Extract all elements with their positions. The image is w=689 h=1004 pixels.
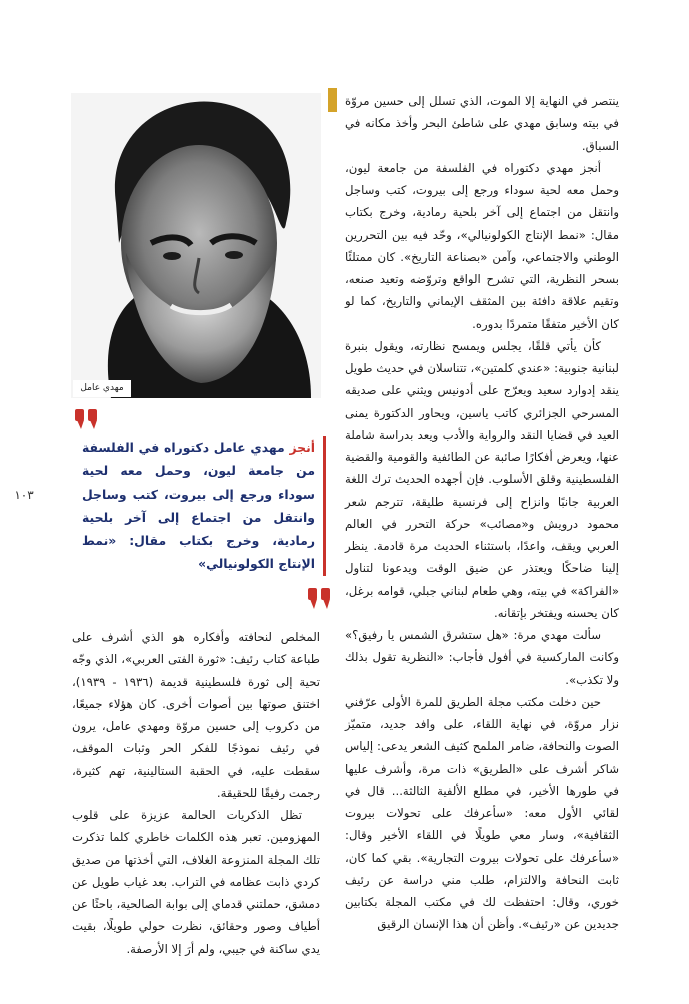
page-number: ١٠٣ <box>14 488 34 502</box>
paragraph: حين دخلت مكتب مجلة الطريق للمرة الأولى عرّفني نزار مروّة، في نهاية اللقاء، على وافد جديد، متميّز الصوت والنحافة، ضامر الملمح كثيف الشعر يدعى: إلياس شاكر أشرف على «الطريق» ذات مرة، وأشرف عليها في طورها الأخير، في مطلع الألفية الثالثة... قال في لقائي الأول معه: «سأعرفك على تحولات بيروت الثقافية»، وسار معي طويلًا في اللقاء الأخير وقال: «سأعرفك على تحولات بيروت التجارية». بقي كما كان، ثابت النحافة والالتزام، طلب مني دراسة عن رئيف خوري، وقال: احتفظت لك في مكتب المجلة بكتابين جديدين عن «رئيف». وأظن أن هذا الإنسان الرقيق <box>345 694 619 932</box>
paragraph: كأن يأتي قلقًا، يجلس ويمسح نظارته، ويقول بنبرة لبنانية جنوبية: «عندي كلمتين»، تتناسلان في حديث طويل ينقد إدوارد سعيد ويعرّج على أدونيس ويثني على صديقه المسرحي الجزائري كاتب ياسين، ويحاور الدكتورة يمنى العيد في قضايا النقد والرواية والأدب ويعد بدراسة شاملة عنها، ويعرض أفكارًا صائبة عن الطائفية والقومية والقضية الفلسطينية وقلق الأسلوب. فإن أجهده الحديث ترك اللغة العربية جانبًا وانزاح إلى فرنسية طليقة، تترجم شعر محمود درويش و«مصائب» حركة التحرر في العالم العربي ويقف، واعدًا، باستثناء الحديث مرة قادمة. ينظر إلينا ضاحكًا ويعتذر عن ضيق الوقت ويدعونا لتناول «الفراكة» في بيته، وهي طعام لبناني جبلي، قوامه برغل، كان يحسنه ويفتخر بإتقانه. <box>345 338 619 620</box>
pull-quote-text: مهدي عامل دكتوراه في الفلسفة من جامعة ليون، وحمل معه لحية سوداء ورجع إلى بيروت، كتب وساجل وانتقل من اجتماع إلى آخر بلحية رمادية، وخرج بكتاب مقال: «نمط الإنتاج الكولونيالي» <box>82 440 315 572</box>
close-quote-icon <box>306 586 334 614</box>
right-column <box>345 90 619 936</box>
paragraph: ينتصر في النهاية إلا الموت، الذي تسلل إلى حسين مروّة في بيته وسابق مهدي على شاطئ البحر وأخذ مكانه في السباق. <box>345 94 619 153</box>
paragraph: سألت مهدي مرة: «هل ستشرق الشمس يا رفيق؟» وكانت الماركسية في أفول فأجاب: «النظرية تقول بذلك ولا تكذب». <box>345 628 619 687</box>
portrait-photo <box>71 93 321 398</box>
photo-caption: مهدي عامل <box>73 380 131 397</box>
paragraph: تظل الذكريات الحالمة عزيزة على قلوب المهزومين. تعبر هذه الكلمات خاطري كلما تذكرت تلك المجلة المنزوعة الغلاف، التي أخذتها من صديق كردي ذابت عظامه في التراب. بعد غياب طويل عن دمشق، حملتني قدماي إلى بوابة الصالحية، باحثًا عن أطياف وصور وحقائق، نظرت حولي طويلًا، بقيت يدي ساكنة في جيبي، ولم أرَ إلا الأرصفة. <box>72 808 320 956</box>
left-column <box>72 626 320 960</box>
portrait-image <box>71 93 321 398</box>
pull-quote-highlight: أنجز <box>289 440 315 455</box>
paragraph: المخلص لنحافته وأفكاره هو الذي أشرف على طباعة كتاب رئيف: «ثورة الفتى العربي»، الذي وجّه تحية إلى ثورة فلسطينية قديمة (١٩٣٦ - ١٩٣٩)، اختنق صوتها بين أصوات أخرى. كان هؤلاء جميعًا، من دكروب إلى حسين مروّة ومهدي عامل، يرون في رئيف نموذجًا للفكر الحر وثبات الموقف، سقطت عليه، في الحقبة الستالينية، تهم كثيرة، رجمت رفيقًا للحقيقة. <box>72 630 320 800</box>
pull-quote <box>82 436 326 576</box>
open-quote-icon <box>73 405 101 433</box>
paragraph: أنجز مهدي دكتوراه في الفلسفة من جامعة ليون، وحمل معه لحية سوداء ورجع إلى بيروت، كتب وساجل وانتقل من اجتماع إلى آخر بلحية رمادية، وخرج بكتاب مقال: «نمط الإنتاج الكولونيالي»، وحّد فيه بين التحررين الوطني والاجتماعي، وآمن «بصناعة التاريخ». كان ممتلئًا بسحر النظرية، التي تشرح الواقع وتروّضه وتعيد صنعه، وتقيم علاقة دافئة بين المثقف الإيماني والتاريخ، كما لو كان الأخير متفقًا متمردًا بدوره. <box>345 160 619 331</box>
accent-bar <box>328 88 337 112</box>
